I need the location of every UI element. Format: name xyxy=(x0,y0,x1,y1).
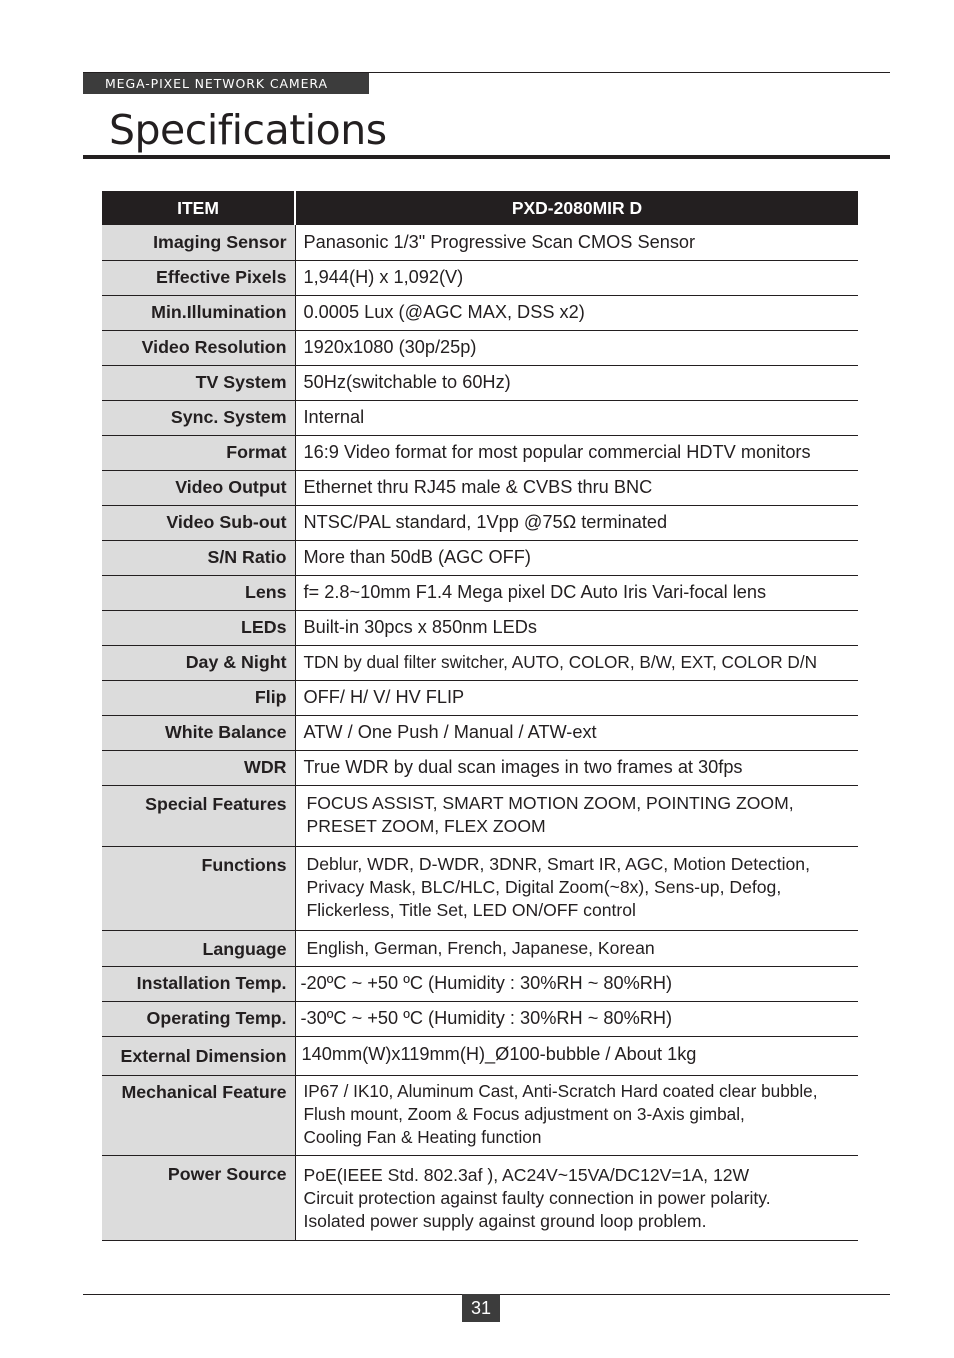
table-row xyxy=(102,575,858,610)
spec-value-line: Circuit protection against faulty connection in power polarity. xyxy=(303,1187,771,1208)
spec-item-value: -20ºC ~ +50 ºC (Humidity : 30%RH ~ 80%RH) xyxy=(295,966,858,1001)
spec-item-label: Special Features xyxy=(102,785,295,846)
header-category-tag: MEGA-PIXEL NETWORK CAMERA xyxy=(83,73,369,94)
spec-item-label: Installation Temp. xyxy=(102,966,295,1001)
spec-item-value: English, German, French, Japanese, Korean xyxy=(295,930,858,966)
table-row xyxy=(102,645,858,680)
spec-item-label: TV System xyxy=(102,365,295,400)
table-row xyxy=(102,365,858,400)
table-row xyxy=(102,610,858,645)
table-row xyxy=(102,540,858,575)
spec-value-line: Privacy Mask, BLC/HLC, Digital Zoom(~8x), Sens-up, Defog, xyxy=(306,876,782,897)
table-row xyxy=(102,400,858,435)
specifications-table xyxy=(102,191,858,1241)
title-underline-rule xyxy=(83,155,890,159)
spec-item-label: Functions xyxy=(102,846,295,930)
spec-item-value: Built-in 30pcs x 850nm LEDs xyxy=(295,610,858,645)
spec-item-label: S/N Ratio xyxy=(102,540,295,575)
spec-item-value xyxy=(295,785,858,846)
page-title: Specifications xyxy=(109,106,387,154)
column-header-model: PXD-2080MIR D xyxy=(295,191,858,225)
table-row xyxy=(102,330,858,365)
table-row xyxy=(102,966,858,1001)
spec-item-value: TDN by dual filter switcher, AUTO, COLOR, B/W, EXT, COLOR D/N xyxy=(295,645,858,680)
spec-value-line: Cooling Fan & Heating function xyxy=(303,1126,542,1147)
page-number: 31 xyxy=(462,1294,500,1322)
spec-item-label: External Dimension xyxy=(102,1036,295,1075)
spec-value-line: PoE(IEEE Std. 802.3af ), AC24V~15VA/DC12V=1A, 12W xyxy=(303,1164,750,1185)
spec-item-label: Day & Night xyxy=(102,645,295,680)
spec-item-value: 140mm(W)x119mm(H)_Ø100-bubble / About 1kg xyxy=(295,1036,858,1075)
table-row xyxy=(102,750,858,785)
spec-item-value: ATW / One Push / Manual / ATW-ext xyxy=(295,715,858,750)
spec-item-value: 1,944(H) x 1,092(V) xyxy=(295,260,858,295)
table-row xyxy=(102,715,858,750)
spec-item-label: Lens xyxy=(102,575,295,610)
table-row xyxy=(102,1001,858,1036)
spec-value-line: FOCUS ASSIST, SMART MOTION ZOOM, POINTING ZOOM, xyxy=(306,792,794,813)
table-row xyxy=(102,225,858,260)
spec-value-line: IP67 / IK10, Aluminum Cast, Anti-Scratch Hard coated clear bubble, xyxy=(303,1080,818,1101)
table-row xyxy=(102,785,858,846)
spec-item-value: f= 2.8~10mm F1.4 Mega pixel DC Auto Iris Vari-focal lens xyxy=(295,575,858,610)
table-row xyxy=(102,680,858,715)
spec-item-label: Sync. System xyxy=(102,400,295,435)
table-row xyxy=(102,1036,858,1075)
table-row xyxy=(102,435,858,470)
table-row xyxy=(102,260,858,295)
spec-item-label: Language xyxy=(102,930,295,966)
spec-item-value: Internal xyxy=(295,400,858,435)
spec-value-line: Flickerless, Title Set, LED ON/OFF control xyxy=(306,899,636,920)
spec-value-line: Deblur, WDR, D-WDR, 3DNR, Smart IR, AGC, Motion Detection, xyxy=(306,853,810,874)
spec-item-value: More than 50dB (AGC OFF) xyxy=(295,540,858,575)
spec-item-label: Video Output xyxy=(102,470,295,505)
spec-item-value: 50Hz(switchable to 60Hz) xyxy=(295,365,858,400)
spec-item-value: 16:9 Video format for most popular commercial HDTV monitors xyxy=(295,435,858,470)
table-row xyxy=(102,295,858,330)
spec-value-line: Isolated power supply against ground loop problem. xyxy=(303,1210,707,1231)
table-row xyxy=(102,470,858,505)
spec-item-value: NTSC/PAL standard, 1Vpp @75Ω terminated xyxy=(295,505,858,540)
spec-item-value: OFF/ H/ V/ HV FLIP xyxy=(295,680,858,715)
spec-item-value: 1920x1080 (30p/25p) xyxy=(295,330,858,365)
spec-item-value: -30ºC ~ +50 ºC (Humidity : 30%RH ~ 80%RH) xyxy=(295,1001,858,1036)
spec-item-value xyxy=(295,1155,858,1240)
spec-item-value xyxy=(295,846,858,930)
spec-item-label: Min.Illumination xyxy=(102,295,295,330)
table-row xyxy=(102,846,858,930)
spec-item-label: Operating Temp. xyxy=(102,1001,295,1036)
spec-item-label: Imaging Sensor xyxy=(102,225,295,260)
spec-item-label: Power Source xyxy=(102,1155,295,1240)
column-header-item: ITEM xyxy=(102,191,295,225)
spec-value-line: PRESET ZOOM, FLEX ZOOM xyxy=(306,815,546,836)
spec-item-label: LEDs xyxy=(102,610,295,645)
table-row xyxy=(102,930,858,966)
spec-item-value xyxy=(295,1075,858,1155)
spec-item-value: Panasonic 1/3" Progressive Scan CMOS Sensor xyxy=(295,225,858,260)
spec-item-label: White Balance xyxy=(102,715,295,750)
spec-item-value: True WDR by dual scan images in two frames at 30fps xyxy=(295,750,858,785)
spec-item-value: 0.0005 Lux (@AGC MAX, DSS x2) xyxy=(295,295,858,330)
spec-item-label: Flip xyxy=(102,680,295,715)
table-header-row xyxy=(102,191,858,225)
spec-value-line: Flush mount, Zoom & Focus adjustment on 3-Axis gimbal, xyxy=(303,1103,745,1124)
spec-item-label: Video Sub-out xyxy=(102,505,295,540)
table-row xyxy=(102,1075,858,1155)
table-row xyxy=(102,1155,858,1240)
spec-item-label: Video Resolution xyxy=(102,330,295,365)
spec-item-label: Format xyxy=(102,435,295,470)
spec-item-label: Effective Pixels xyxy=(102,260,295,295)
spec-item-label: WDR xyxy=(102,750,295,785)
spec-item-label: Mechanical Feature xyxy=(102,1075,295,1155)
table-row xyxy=(102,505,858,540)
spec-item-value: Ethernet thru RJ45 male & CVBS thru BNC xyxy=(295,470,858,505)
